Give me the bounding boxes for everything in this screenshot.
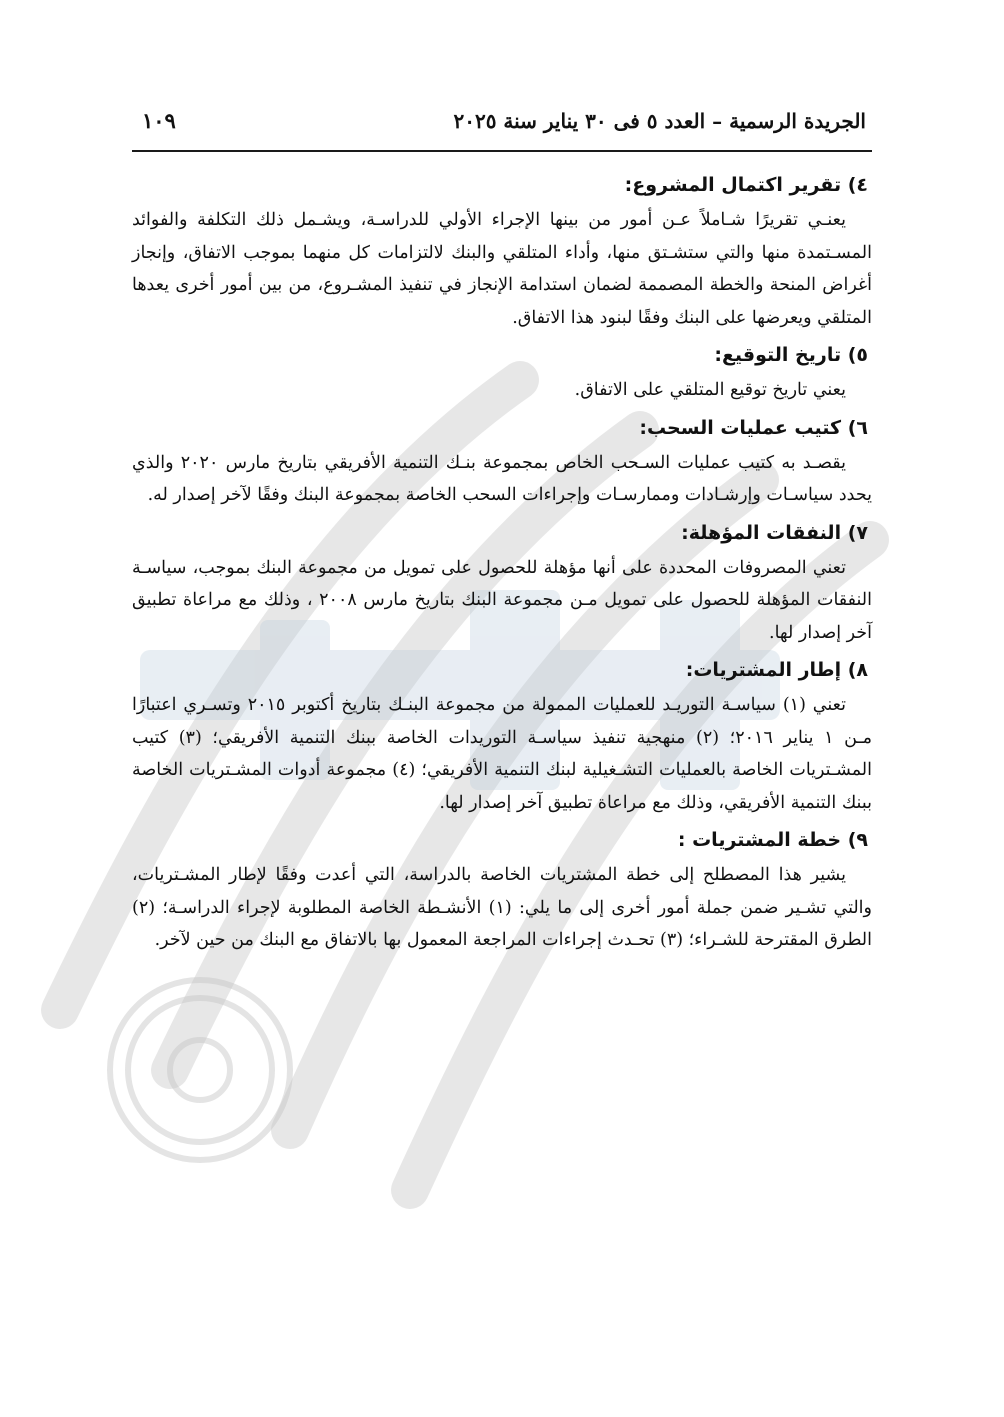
section-disbursement-handbook xyxy=(132,413,872,512)
section-text: يعني تاريخ توقيع المتلقي على الاتفاق. xyxy=(574,380,846,400)
page-header xyxy=(132,108,872,148)
section-heading: ٩) خطة المشتريات : xyxy=(677,829,868,851)
section-heading: ٨) إطار المشتريات: xyxy=(685,659,868,681)
section-text: يعنـي تقريرًا شـاملاً عـن أمور من بينها الإجراء الأولي للدراسـة، ويشـمل ذلك التكلفة والفوائد المسـتمدة منها والتي ستشـتق منها، وأداء المتلقي والبنك لالتزامات كل منهما بموجب الاتفاق، وإنجاز أغراض المنحة والخطة المصممة لضمان استدامة الإنجاز في تنفيذ المشـروع، من بين أمور أخرى يعدها المتلقي ويعرضها على البنك وفقًا لبنود هذا الاتفاق. xyxy=(132,210,872,328)
section-project-completion-report xyxy=(132,170,872,334)
section-heading: ٤) تقرير اكتمال المشروع: xyxy=(624,174,868,196)
section-text: تعني المصروفات المحددة على أنها مؤهلة للحصول على تمويل من مجموعة البنك بموجب، سياسـة النفقات المؤهلة للحصول على تمويل مـن مجموعة البنك بتاريخ مارس ٢٠٠٨ ، وذلك مع مراعاة تطبيق آخر إصدار لها. xyxy=(132,557,872,643)
header-rule xyxy=(132,150,872,152)
section-text: تعني (١) سياسـة التوريـد للعمليات الممولة من مجموعة البنـك بتاريخ أكتوبر ٢٠١٥ وتسـري اعتبارًا مـن ١ يناير ٢٠١٦؛ (٢) منهجية تنفيذ سياسـة التوريدات الخاصة ببنك التنمية الأفريقي؛ (٣) كتيب المشـتريات الخاصة بالعمليات التشـغيلية لبنك التنمية الأفريقي؛ (٤) مجموعة أدوات المشـتريات الخاصة ببنك التنمية الأفريقي، وذلك مع مراعاة تطبيق آخر إصدار لها. xyxy=(132,695,873,813)
gazette-title: الجريدة الرسمية – العدد ٥ فى ٣٠ يناير سنة ٢٠٢٥ xyxy=(453,109,866,133)
section-heading: ٦) كتيب عمليات السحب: xyxy=(639,416,868,439)
section-signing-date xyxy=(132,340,872,407)
section-text: يشير هذا المصطلح إلى خطة المشتريات الخاصة بالدراسة، التي أعدت وفقًا لإطار المشـتريات، والتي تشـير ضمن جملة أمور أخرى إلى ما يلي: (١) الأنشـطة الخاصة المطلوبة لإجراء الدراسـة؛ (٢) الطرق المقترحة للشـراء؛ (٣) تحـدث إجراءات المراجعة المعمول بها بالاتفاق مع البنك من حين لآخر. xyxy=(132,865,872,950)
section-procurement-plan xyxy=(132,825,872,957)
section-procurement-framework xyxy=(132,655,872,819)
section-heading: ٧) النفقات المؤهلة: xyxy=(681,521,868,544)
section-eligible-expenditures xyxy=(132,518,872,650)
document-page xyxy=(132,108,872,963)
section-heading: ٥) تاريخ التوقيع: xyxy=(714,344,868,366)
page-number: ١٠٩ xyxy=(142,108,176,133)
section-text: يقصـد به كتيب عمليات السـحب الخاص بمجموعة بنـك التنمية الأفريقي بتاريخ مارس ٢٠٢٠ والذي يحدد سياسـات وإرشـادات وممارسـات وإجراءات السحب الخاصة بمجموعة البنك وفقًا لآخر إصدار له. xyxy=(132,452,872,505)
